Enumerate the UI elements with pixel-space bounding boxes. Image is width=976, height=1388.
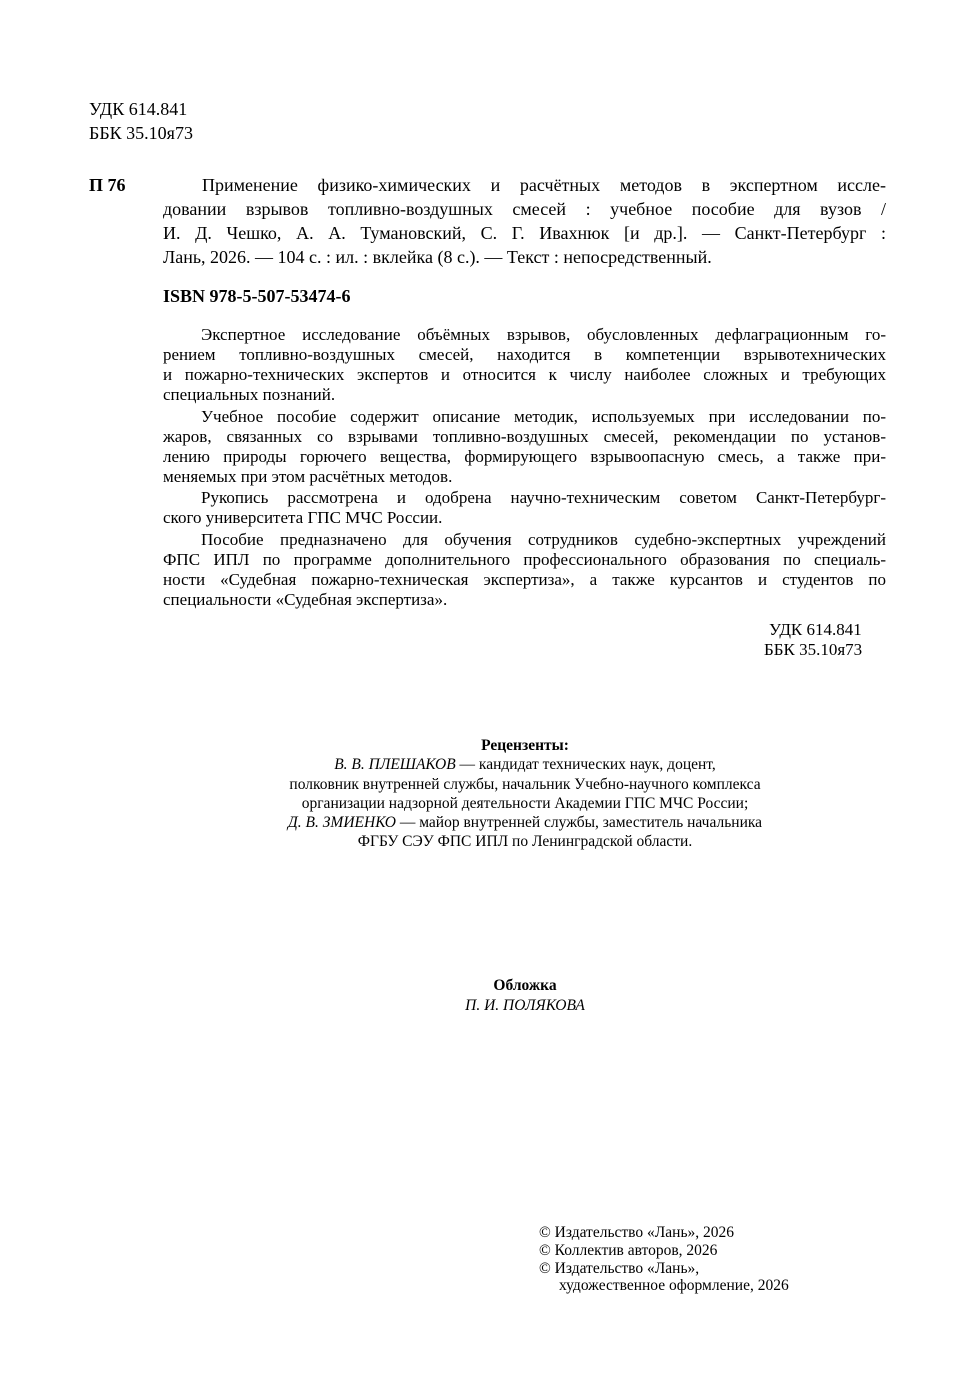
catalog-entry-line-3: И. Д. Чешко, А. А. Тумановский, С. Г. Ивахнюк [и др.]. — Санкт-Петербург : (163, 223, 886, 243)
isbn: ISBN 978-5-507-53474-6 (163, 286, 351, 306)
cover-designer: П. И. ПОЛЯКОВА (465, 997, 585, 1014)
reviewer-1-line-1 (0, 755, 976, 775)
reviewer-2-line-2: ФГБУ СЭУ ФПС ИПЛ по Ленинградской области. (357, 833, 693, 850)
catalog-entry-line-2: довании взрывов топливно-воздушных смесей : учебное пособие для вузов / (163, 199, 886, 219)
cover-title: Обложка (493, 977, 557, 994)
annotation-bbk: ББК 35.10я73 (764, 640, 863, 659)
annotation-udk: УДК 614.841 (769, 620, 862, 639)
catalog-entry-line-1: Применение физико-химических и расчётных методов в экспертном иссле- (202, 175, 886, 195)
annotation-line: Экспертное исследование объёмных взрывов, обусловленных дефлаграционным го- (201, 325, 886, 344)
copyright-line-1: © Издательство «Лань», 2026 (539, 1224, 735, 1241)
copyright-line-3: © Издательство «Лань», (539, 1260, 700, 1277)
reviewer-1-line-3: организации надзорной деятельности Академии ГПС МЧС России; (301, 795, 749, 812)
reviewer-1-name: В. В. ПЛЕШАКОВ (334, 756, 456, 773)
annotation-line: Рукопись рассмотрена и одобрена научно-техническим советом Санкт-Петербург- (201, 488, 886, 507)
reviewers-title: Рецензенты: (481, 737, 569, 754)
reviewer-1-line-2: полковник внутренней службы, начальник Учебно-научного комплекса (289, 776, 761, 793)
annotation-line: ского университета ГПС МЧС России. (163, 508, 443, 527)
annotation-line: меняемых при этом расчётных методов. (163, 467, 453, 486)
catalog-code: П 76 (89, 175, 126, 195)
reviewer-1-title: — кандидат технических наук, доцент, (455, 756, 716, 773)
copyright-line-2: © Коллектив авторов, 2026 (539, 1242, 718, 1259)
annotation-line: специальности «Судебная экспертиза». (163, 590, 448, 609)
header-udk: УДК 614.841 (89, 99, 188, 119)
annotation-line: Пособие предназначено для обучения сотрудников судебно-экспертных учреждений (201, 530, 886, 549)
annotation-line: Учебное пособие содержит описание методик, используемых при исследовании по- (201, 407, 886, 426)
reviewer-2-title: — майор внутренней службы, заместитель начальника (395, 814, 763, 831)
annotation-line: специальных познаний. (163, 385, 336, 404)
copyright-line-4: художественное оформление, 2026 (559, 1277, 789, 1294)
reviewer-2-name: Д. В. ЗМИЕНКО (287, 814, 396, 831)
annotation-line: рением топливно-воздушных смесей, находится в компетенции взрывотехнических (163, 345, 886, 364)
header-bbk: ББК 35.10я73 (89, 123, 193, 143)
reviewer-2-line-1 (0, 813, 976, 833)
catalog-entry-line-4: Лань, 2026. — 104 с. : ил. : вклейка (8 с.). — Текст : непосредственный. (163, 247, 712, 267)
annotation-line: ФПС ИПЛ по программе дополнительного профессионального образования по специаль- (163, 550, 886, 569)
annotation-line: жаров, связанных со взрывами топливно-воздушных смесей, рекомендации по установ- (163, 427, 886, 446)
annotation-line: ности «Судебная пожарно-техническая экспертиза», а также курсантов и студентов по (163, 570, 886, 589)
annotation-line: и пожарно-технических экспертов и относится к числу наиболее сложных и требующих (163, 365, 886, 384)
annotation-line: лению природы горючего вещества, формирующего взрывоопасную смесь, а также при- (163, 447, 886, 466)
